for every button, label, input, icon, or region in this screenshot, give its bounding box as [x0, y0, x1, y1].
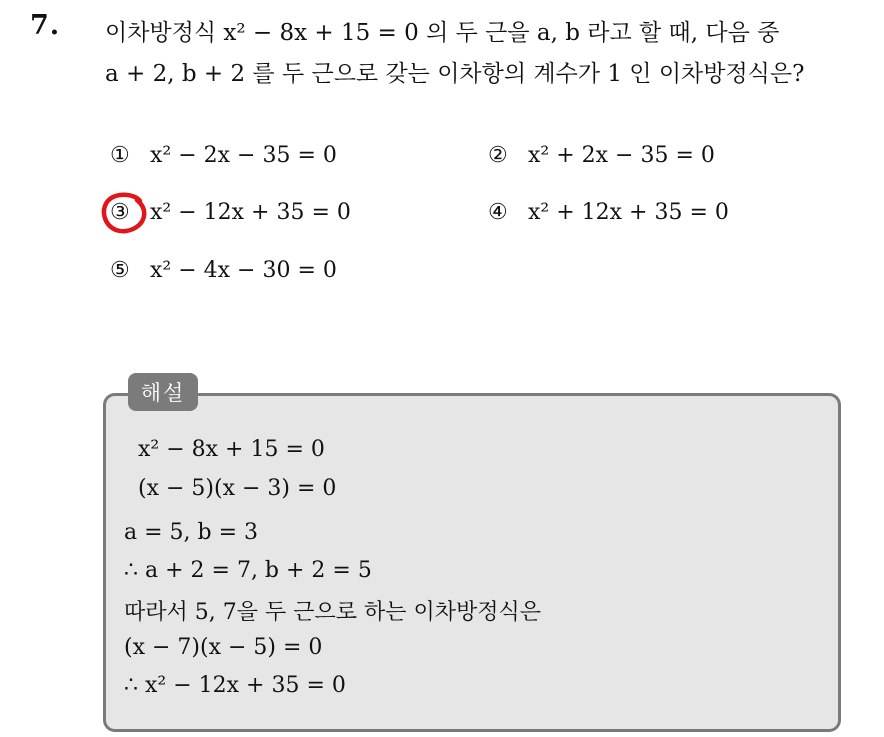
solution-line-3: a = 5, b = 3 [124, 520, 259, 545]
choice-1[interactable] [110, 143, 337, 168]
choice-expression: x² + 2x − 35 = 0 [528, 143, 715, 168]
solution-line-2: (x − 5)(x − 3) = 0 [138, 476, 337, 501]
choice-expression: x² − 12x + 35 = 0 [150, 200, 351, 225]
choice-marker: ① [110, 143, 130, 168]
solution-line-5: 따라서 5, 7을 두 근으로 하는 이차방정식은 [124, 600, 541, 625]
choice-5[interactable] [110, 258, 337, 283]
solution-line-1: x² − 8x + 15 = 0 [138, 437, 325, 462]
question-text-line-2: a + 2, b + 2 를 두 근으로 갖는 이차항의 계수가 1 인 이차방정식은? [105, 61, 805, 87]
choice-marker: ⑤ [110, 258, 130, 283]
solution-tag: 해설 [128, 373, 198, 411]
choice-2[interactable] [488, 143, 715, 168]
solution-line-7: ∴ x² − 12x + 35 = 0 [124, 673, 346, 698]
solution-line-4: ∴ a + 2 = 7, b + 2 = 5 [124, 558, 372, 583]
question-text-line-1: 이차방정식 x² − 8x + 15 = 0 의 두 근을 a, b 라고 할 때, 다음 중 [105, 20, 780, 46]
choice-expression: x² − 4x − 30 = 0 [150, 258, 337, 283]
choice-4[interactable] [488, 200, 729, 225]
choice-expression: x² + 12x + 35 = 0 [528, 200, 729, 225]
question-number: 7. [30, 10, 61, 41]
solution-line-6: (x − 7)(x − 5) = 0 [124, 635, 323, 660]
choice-3[interactable] [110, 200, 351, 225]
choice-marker: ③ [110, 200, 130, 225]
choice-marker: ④ [488, 200, 508, 225]
choice-marker: ② [488, 143, 508, 168]
choice-expression: x² − 2x − 35 = 0 [150, 143, 337, 168]
